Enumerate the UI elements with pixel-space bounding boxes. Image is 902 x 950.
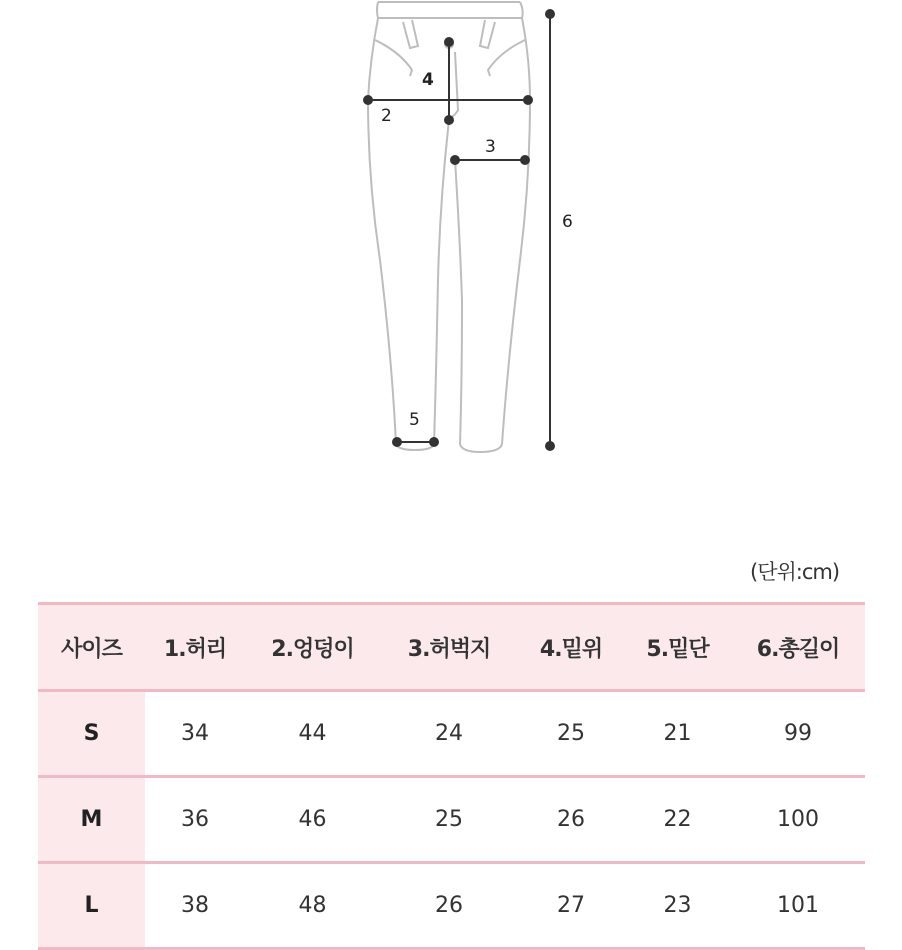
header-rise: 4.밑위 <box>539 636 603 662</box>
table-header-row <box>38 605 865 692</box>
value-cell: 21 <box>663 721 692 746</box>
header-waist: 1.허리 <box>163 636 227 662</box>
size-cell: L <box>38 864 145 947</box>
value-cell: 44 <box>298 721 327 746</box>
value-cell: 25 <box>435 807 463 832</box>
value-cell: 36 <box>181 807 209 832</box>
value-cell: 38 <box>181 893 209 918</box>
size-table <box>38 602 865 950</box>
table-row <box>38 778 865 864</box>
dimension-label-rise: 4 <box>422 70 434 90</box>
dimension-label-hip: 2 <box>381 106 392 126</box>
size-cell: M <box>38 778 145 861</box>
size-cell: S <box>38 692 145 775</box>
value-cell: 27 <box>557 893 585 918</box>
unit-note: (단위:cm) <box>750 560 840 584</box>
table-row <box>38 692 865 778</box>
value-cell: 99 <box>784 721 812 746</box>
value-cell: 26 <box>435 893 463 918</box>
header-hip: 2.엉덩이 <box>271 636 354 662</box>
header-length: 6.총길이 <box>756 636 840 662</box>
header-size: 사이즈 <box>61 636 122 662</box>
value-cell: 101 <box>777 893 819 918</box>
value-cell: 25 <box>557 721 585 746</box>
header-hem: 5.밑단 <box>646 636 709 662</box>
table-row <box>38 864 865 950</box>
pants-illustration <box>0 0 902 470</box>
header-thigh: 3.허벅지 <box>407 636 491 662</box>
value-cell: 100 <box>777 807 819 832</box>
pants-size-diagram <box>0 0 902 470</box>
dimension-label-thigh: 3 <box>485 137 496 157</box>
dimension-label-length: 6 <box>562 212 573 232</box>
value-cell: 24 <box>435 721 463 746</box>
value-cell: 23 <box>663 893 692 918</box>
value-cell: 22 <box>663 807 692 832</box>
value-cell: 48 <box>298 893 327 918</box>
value-cell: 46 <box>298 807 327 832</box>
dimension-label-hem: 5 <box>409 410 420 430</box>
value-cell: 26 <box>557 807 585 832</box>
value-cell: 34 <box>181 721 209 746</box>
